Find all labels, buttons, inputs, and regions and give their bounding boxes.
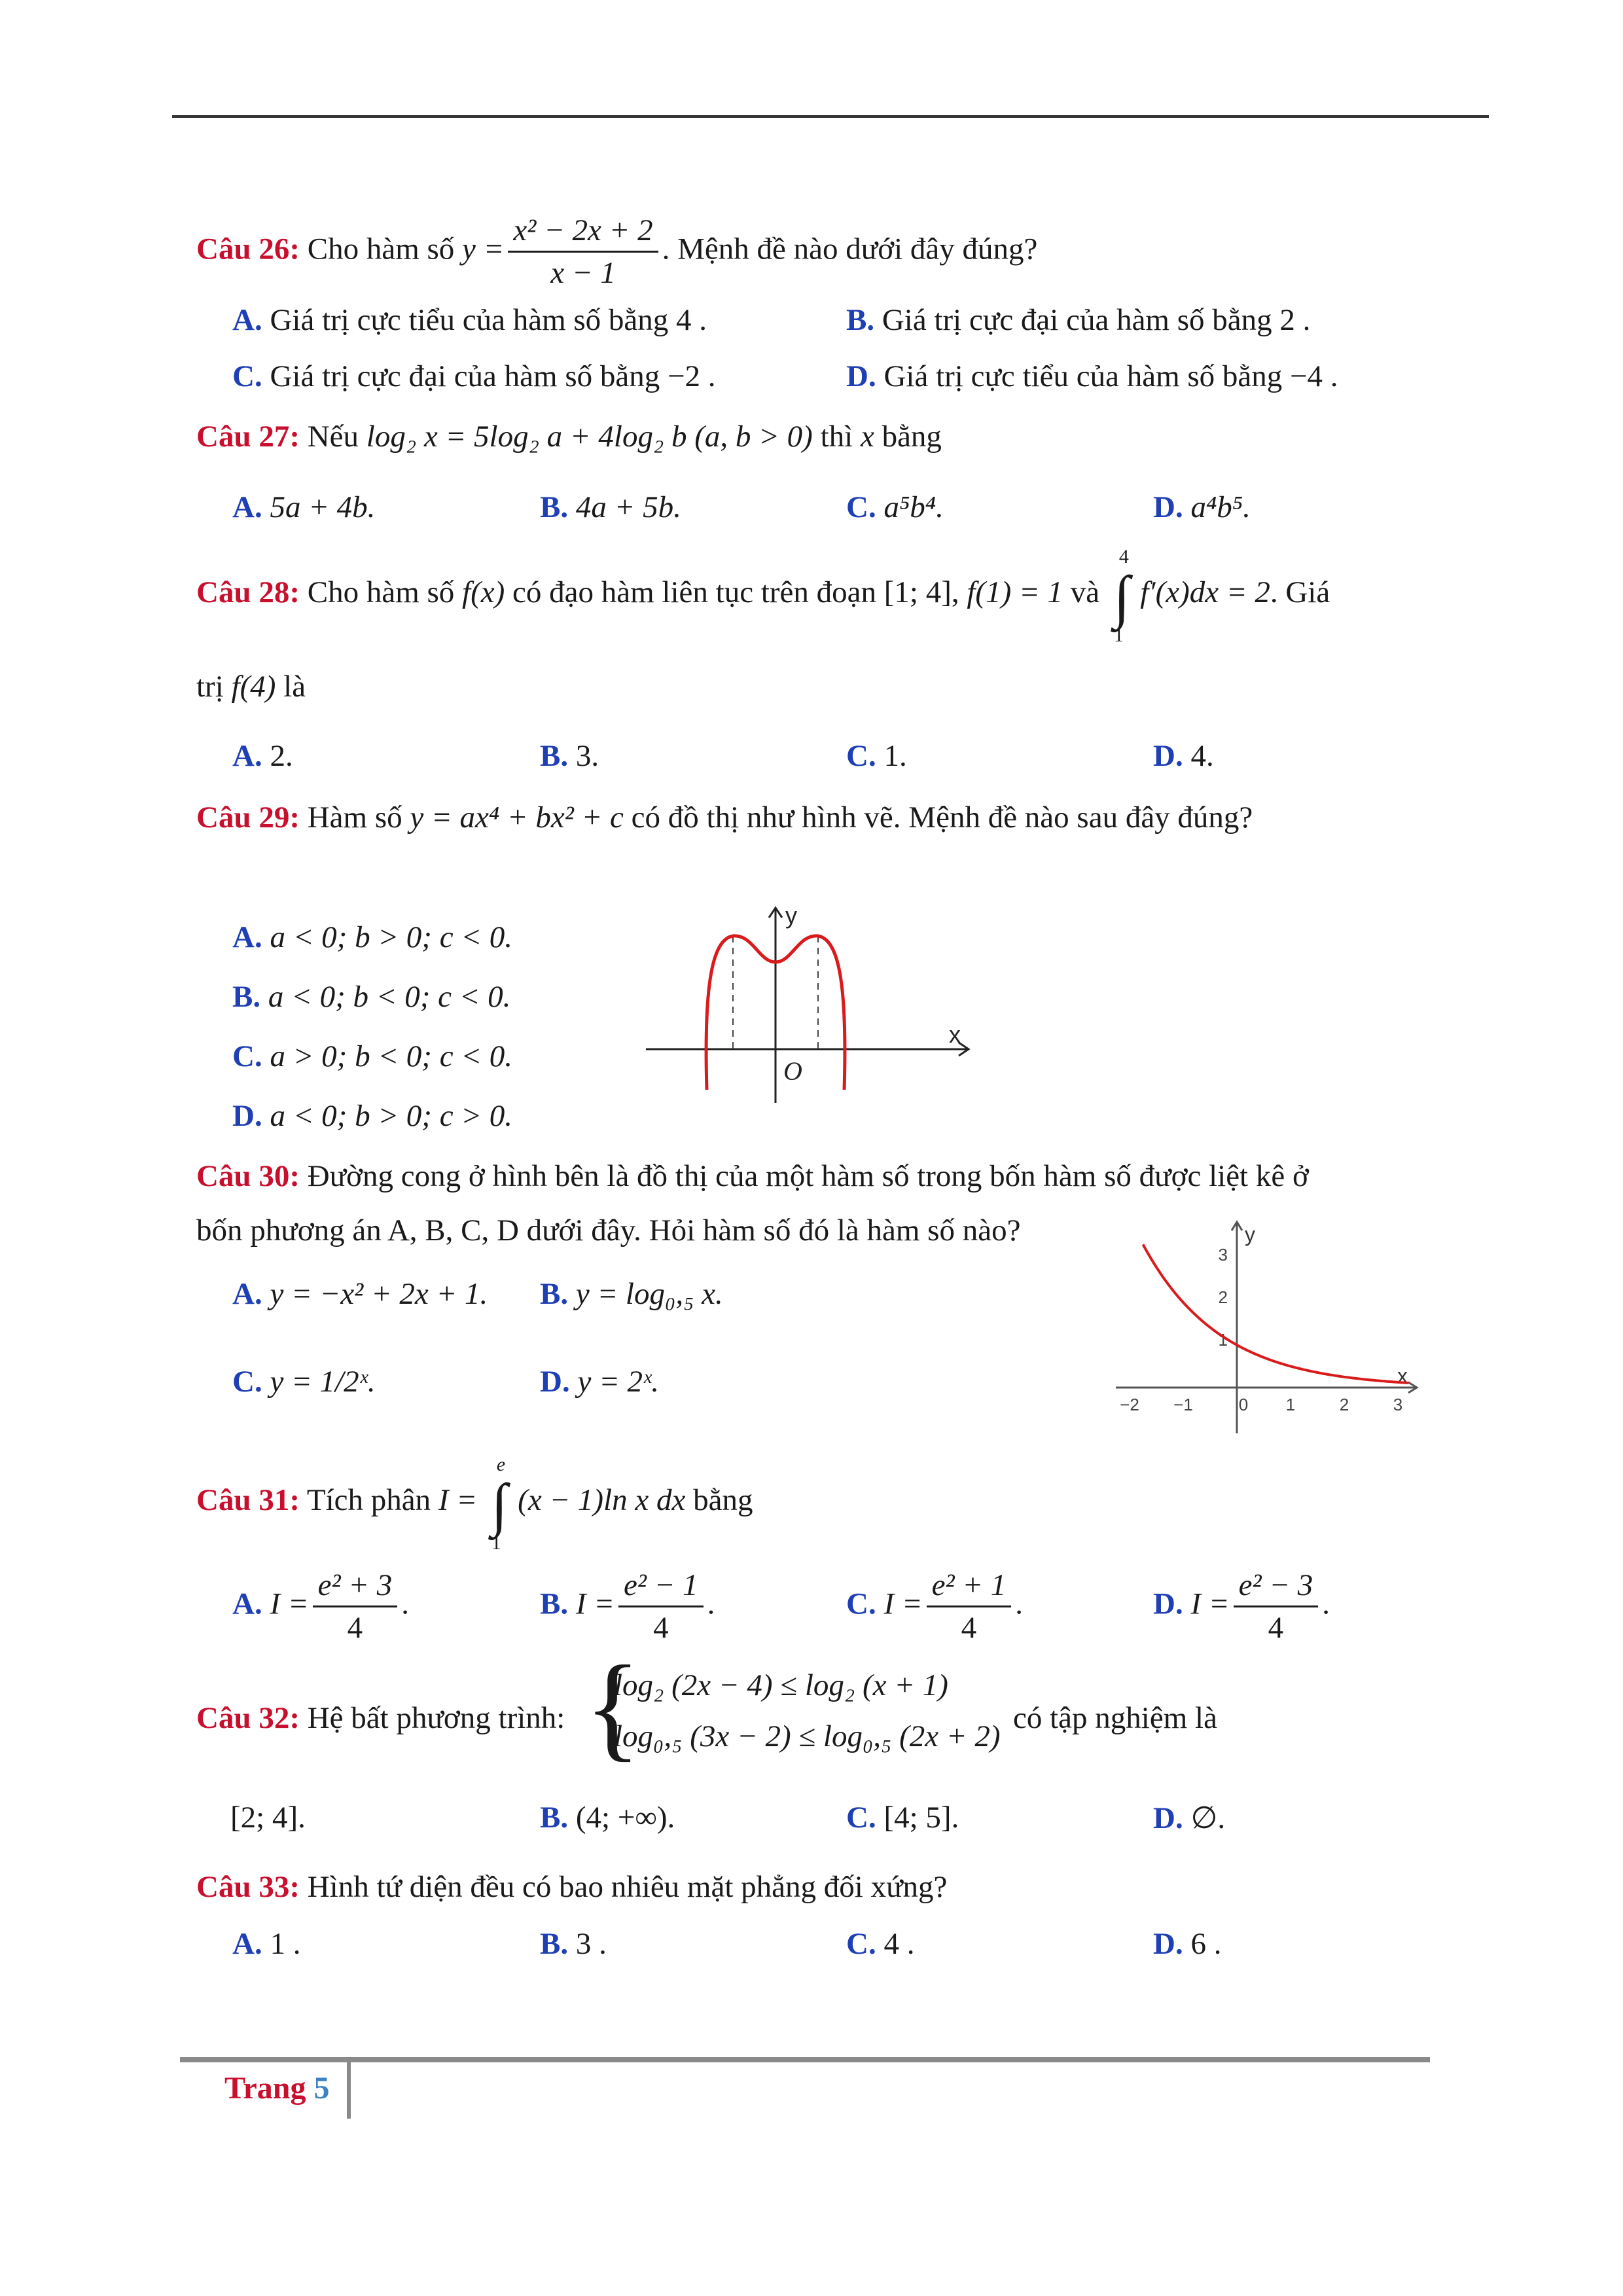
option-28-d[interactable] — [1153, 738, 1214, 774]
fraction — [508, 213, 658, 291]
option-33-a[interactable] — [232, 1926, 300, 1962]
option-letter: A. — [232, 490, 262, 524]
question-28-cont — [196, 669, 306, 704]
question-31: Câu 31: Tích phân I = ∫ e 1 (x − 1)ln x dx bằng — [196, 1454, 753, 1554]
math-expr: y = ax⁴ + bx² + c — [410, 800, 624, 834]
option-letter: C. — [846, 1927, 876, 1961]
fraction-numerator: e² + 3 — [313, 1568, 398, 1607]
option-letter: D. — [1153, 1927, 1183, 1961]
question-label: Câu 28: — [196, 575, 300, 609]
option-27-c[interactable] — [846, 490, 944, 525]
question-text: Nếu — [307, 420, 359, 454]
page-number: 5 — [313, 2071, 330, 2106]
option-value: (4; +∞). — [575, 1801, 675, 1835]
question-32 — [196, 1700, 565, 1736]
option-letter: D. — [1153, 739, 1183, 773]
option-27-b[interactable] — [540, 490, 681, 525]
option-value: a < 0; b < 0; c < 0. — [268, 980, 511, 1014]
y-tick-label: 2 — [1218, 1287, 1228, 1307]
question-28: Câu 28: Cho hàm số f(x) có đạo hàm liên tục trên đoạn [1; 4], f(1) = 1 và ∫ 4 1 f′(x)dx = 2. Giá — [196, 546, 1330, 646]
question-text: Hình tứ diện đều có bao nhiêu mặt phẳng đối xứng? — [307, 1870, 948, 1904]
option-27-d[interactable] — [1153, 490, 1251, 525]
math-expr: I = — [438, 1483, 478, 1517]
option-26-a[interactable] — [232, 302, 707, 338]
x-tick-label: 1 — [1285, 1395, 1296, 1414]
option-letter: C. — [846, 1801, 876, 1835]
math-var: x — [860, 420, 874, 454]
y-axis-label: y — [1245, 1223, 1255, 1246]
question-text: Hệ bất phương trình: — [307, 1701, 565, 1735]
option-value: ∅. — [1190, 1801, 1226, 1835]
fraction-denominator: 4 — [961, 1611, 977, 1645]
option-value: a > 0; b < 0; c < 0. — [270, 1039, 513, 1073]
question-label: Câu 27: — [196, 420, 300, 454]
option-31-c[interactable]: C. I = $\frac{\text{e² + 1}}{4}$ . — [846, 1568, 1023, 1645]
question-text: . Giá — [1270, 575, 1330, 609]
math-interval: [1; 4], — [883, 575, 959, 609]
footer-rule — [180, 2057, 1430, 2062]
option-value: y = 1/2ˣ. — [270, 1365, 376, 1399]
option-30-c[interactable] — [232, 1364, 376, 1399]
math-expr: log₂ x = 5log₂ a + 4log₂ b (a, b > 0) — [366, 420, 813, 454]
option-value: a < 0; b > 0; c > 0. — [270, 1099, 513, 1133]
option-letter: D. — [1153, 1587, 1183, 1621]
option-letter: D. — [846, 359, 876, 393]
option-31-b[interactable]: B. I = $\frac{\text{e² − 1}}{4}$ . — [540, 1568, 715, 1645]
question-text: Tích phân — [306, 1483, 431, 1517]
option-letter: C. — [846, 1587, 876, 1621]
exponential-graph — [1106, 1214, 1427, 1437]
header-rule — [172, 115, 1489, 118]
option-value: y = log₀,₅ x. — [575, 1277, 723, 1311]
option-letter: A. — [232, 303, 262, 337]
option-letter: C. — [232, 359, 262, 393]
question-32-tail — [1013, 1700, 1217, 1736]
option-letter: B. — [540, 490, 569, 524]
option-27-a[interactable] — [232, 490, 375, 525]
x-axis-label: x — [949, 1021, 961, 1048]
question-text: có đạo hàm liên tục trên đoạn — [512, 575, 876, 609]
option-letter: C. — [846, 490, 876, 524]
option-28-a[interactable] — [232, 738, 293, 774]
option-29-b[interactable] — [232, 979, 510, 1014]
option-value: [4; 5]. — [883, 1801, 959, 1835]
option-letter: C. — [846, 739, 876, 773]
question-text: Cho hàm số — [307, 575, 455, 609]
option-value: 3 . — [575, 1927, 607, 1961]
question-label: Câu 32: — [196, 1701, 300, 1735]
option-32-a[interactable] — [230, 1800, 306, 1835]
y-axis — [769, 908, 782, 1103]
option-33-d[interactable] — [1153, 1926, 1221, 1962]
option-29-c[interactable] — [232, 1039, 512, 1074]
question-text: bốn phương án A, B, C, D dưới đây. Hỏi hàm số đó là hàm số nào? — [196, 1213, 1021, 1247]
question-text: trị — [196, 670, 224, 704]
question-text: bằng — [882, 420, 942, 454]
option-28-c[interactable] — [846, 738, 907, 774]
option-value: a⁴b⁵. — [1190, 490, 1251, 524]
option-letter: B. — [846, 303, 875, 337]
x-tick-label: −2 — [1120, 1395, 1139, 1414]
question-text: có đồ thị như hình vẽ. Mệnh đề nào sau đây đúng? — [631, 800, 1253, 834]
math-expr: (x − 1)ln x dx — [518, 1483, 686, 1517]
option-value: 4 . — [883, 1927, 915, 1961]
question-text: có tập nghiệm là — [1013, 1701, 1217, 1735]
option-value: 4a + 5b. — [575, 490, 681, 524]
quartic-graph — [638, 900, 978, 1109]
x-axis — [646, 1043, 969, 1056]
option-33-b[interactable] — [540, 1926, 607, 1962]
option-30-b[interactable] — [540, 1276, 723, 1312]
option-letter: A. — [232, 920, 262, 954]
exponential-curve — [1143, 1244, 1409, 1382]
option-letter: A. — [232, 1587, 262, 1621]
y-axis-label: y — [785, 902, 797, 929]
y-tick-label: 1 — [1218, 1330, 1228, 1350]
fraction-numerator: e² − 1 — [618, 1568, 704, 1607]
option-letter: A. — [232, 1277, 262, 1311]
option-letter: C. — [232, 1039, 262, 1073]
fraction-denominator: x − 1 — [550, 256, 616, 290]
page-footer — [224, 2070, 329, 2106]
question-30-cont — [196, 1213, 1020, 1248]
option-text: Giá trị cực đại của hàm số bằng — [270, 359, 660, 393]
question-label: Câu 26: — [196, 232, 300, 266]
question-30 — [196, 1158, 1309, 1194]
question-text: Đường cong ở hình bên là đồ thị của một hàm số trong bốn hàm số được liệt kê ở — [307, 1159, 1309, 1193]
option-value: [2; 4]. — [230, 1801, 306, 1835]
option-letter: B. — [540, 1801, 569, 1835]
question-text: Hàm số — [307, 800, 402, 834]
option-31-d[interactable]: D. I = $\frac{\text{e² − 3}}{4}$ . — [1153, 1568, 1330, 1645]
option-29-d[interactable] — [232, 1098, 512, 1134]
option-letter: B. — [540, 1277, 569, 1311]
question-label: Câu 30: — [196, 1159, 300, 1193]
option-30-a[interactable] — [232, 1276, 488, 1312]
question-33 — [196, 1869, 947, 1905]
option-30-d[interactable] — [540, 1364, 659, 1399]
option-value: y = 2ˣ. — [577, 1365, 660, 1399]
option-letter: A. — [232, 739, 262, 773]
footer-separator — [347, 2062, 351, 2119]
option-value: a⁵b⁴. — [883, 490, 944, 524]
option-29-a[interactable] — [232, 920, 512, 955]
fraction — [1234, 1568, 1319, 1645]
fraction-denominator: 4 — [1268, 1611, 1284, 1645]
x-axis-label: x — [1397, 1364, 1408, 1388]
option-26-c[interactable] — [232, 359, 716, 394]
option-value: 4 . — [676, 303, 707, 337]
option-text: Giá trị cực tiểu của hàm số bằng — [270, 303, 669, 337]
fraction-numerator: x² − 2x + 2 — [508, 213, 658, 253]
inequality-row-1: log₂ (2x − 4) ≤ log₂ (x + 1) — [614, 1668, 948, 1702]
option-letter: D. — [232, 1099, 262, 1133]
fraction-numerator: e² − 3 — [1234, 1568, 1319, 1607]
math-expr: f(x) — [462, 575, 505, 609]
question-text: bằng — [693, 1483, 753, 1517]
question-label: Câu 29: — [196, 800, 300, 834]
option-value: −2 . — [668, 359, 716, 393]
origin-label: O — [783, 1056, 802, 1086]
option-value: 5a + 4b. — [270, 490, 376, 524]
option-value: 6 . — [1190, 1927, 1222, 1961]
option-letter: D. — [1153, 490, 1183, 524]
option-value: 4. — [1190, 739, 1214, 773]
option-value: −4 . — [1290, 359, 1338, 393]
option-text: Giá trị cực đại của hàm số bằng — [882, 303, 1272, 337]
question-29 — [196, 800, 1253, 835]
option-31-a[interactable]: A. I = $\frac{\text{e² + 3}}{4}$ . — [232, 1568, 409, 1645]
option-value: 1 . — [270, 1927, 301, 1961]
x-axis — [1116, 1382, 1417, 1393]
option-letter: B. — [540, 1927, 569, 1961]
math-expr: f(4) — [231, 670, 276, 704]
option-33-c[interactable] — [846, 1926, 914, 1962]
option-32-b[interactable] — [540, 1800, 675, 1835]
option-letter: C. — [232, 1365, 262, 1399]
question-text: . Mệnh đề nào dưới đây đúng? — [662, 232, 1038, 266]
x-tick-label: 0 — [1238, 1395, 1249, 1414]
math-expr: f′(x)dx = 2 — [1140, 575, 1270, 609]
option-value: y = −x² + 2x + 1. — [270, 1277, 488, 1311]
question-text: Cho hàm số — [307, 232, 455, 266]
page-label: Trang — [224, 2071, 306, 2106]
option-value: 2 . — [1279, 303, 1311, 337]
question-text: là — [283, 670, 306, 704]
fraction — [927, 1568, 1012, 1645]
x-tick-label: −1 — [1173, 1395, 1193, 1414]
option-26-b[interactable] — [846, 302, 1310, 338]
option-value: 2. — [270, 739, 293, 773]
option-value: 3. — [575, 739, 599, 773]
option-26-d[interactable] — [846, 359, 1338, 394]
system-brace: { — [584, 1641, 641, 1772]
fraction — [618, 1568, 704, 1645]
option-text: Giá trị cực tiểu của hàm số bằng — [883, 359, 1283, 393]
question-text: thì — [820, 420, 853, 454]
option-letter: B. — [540, 1587, 569, 1621]
option-32-d[interactable] — [1153, 1800, 1225, 1836]
option-letter: B. — [232, 980, 261, 1014]
math-expr: f(1) = 1 — [967, 575, 1063, 609]
x-tick-label: 2 — [1339, 1395, 1349, 1414]
option-letter: B. — [540, 739, 569, 773]
option-letter: A. — [232, 1927, 262, 1961]
question-label: Câu 31: — [196, 1483, 300, 1517]
fraction-numerator: e² + 1 — [927, 1568, 1012, 1607]
option-letter: D. — [540, 1365, 570, 1399]
question-26 — [196, 213, 1037, 291]
y-tick-label: 3 — [1218, 1245, 1228, 1265]
x-tick-label: 3 — [1393, 1395, 1403, 1414]
fraction — [313, 1568, 398, 1645]
fraction-denominator: 4 — [653, 1611, 669, 1645]
question-text: và — [1070, 575, 1100, 609]
fraction-denominator: 4 — [347, 1611, 363, 1645]
option-letter: D. — [1153, 1801, 1183, 1835]
question-27 — [196, 419, 942, 454]
inequality-row-2: log₀,₅ (3x − 2) ≤ log₀,₅ (2x + 2) — [614, 1719, 1001, 1753]
option-value: 1. — [883, 739, 907, 773]
question-label: Câu 33: — [196, 1870, 300, 1904]
option-value: a < 0; b > 0; c < 0. — [270, 920, 513, 954]
option-28-b[interactable] — [540, 738, 599, 774]
option-32-c[interactable] — [846, 1800, 959, 1835]
math-expr: y = — [462, 232, 505, 266]
